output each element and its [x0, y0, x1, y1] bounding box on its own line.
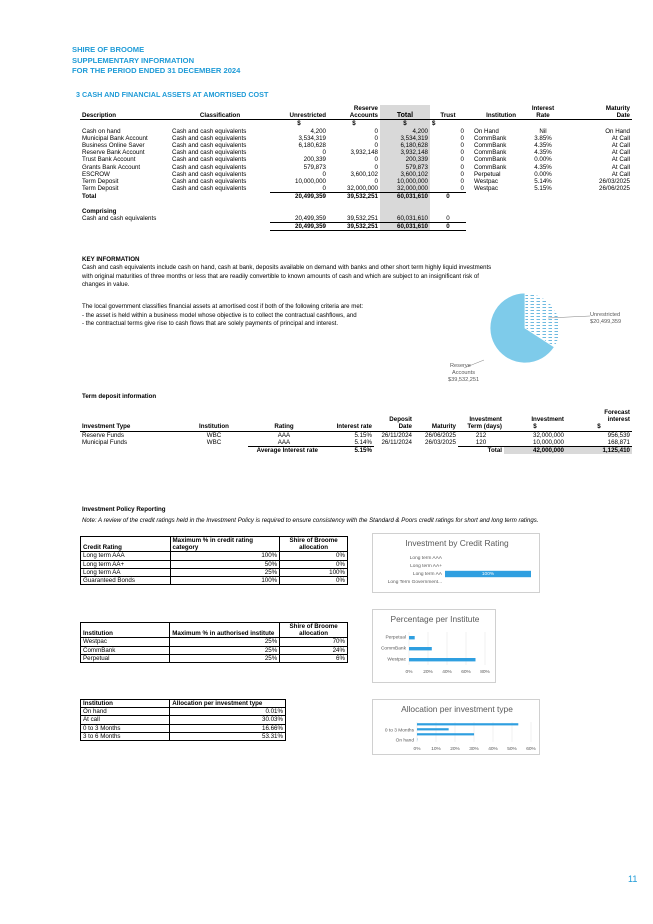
- td-col-investment-unit: $: [533, 423, 537, 431]
- policy-cell-name: Long term AA: [81, 568, 171, 576]
- policy-row: [81, 724, 286, 732]
- cash-cell-institution: CommBank: [474, 142, 507, 150]
- type-chart-bar: [417, 723, 518, 725]
- type-chart-tick-label: On hand: [395, 738, 414, 744]
- col-unrestricted: Unrestricted: [289, 112, 326, 120]
- td-col-maturity: Maturity: [431, 423, 456, 431]
- cash-cell-description: Municipal Bank Account: [82, 134, 148, 142]
- cash-cell-unrestricted: 0: [322, 170, 326, 178]
- cash-cell-maturity: At Call: [611, 170, 630, 178]
- type-chart-bar: [417, 733, 474, 735]
- cash-cell-reserve: 0: [374, 163, 378, 171]
- policy-note: Note: A review of the credit ratings held in the Investment Policy is required to ensure consistency with the Standard & Poors credit ratings for short and long term ratings.: [82, 517, 539, 524]
- cash-cell-reserve: 32,000,000: [347, 185, 378, 193]
- td-cell-institution: WBC: [206, 439, 222, 447]
- cash-row: [80, 149, 632, 156]
- policy-cell-alloc: 30.03%: [170, 716, 286, 724]
- unit-unrestricted: $: [297, 120, 301, 128]
- cash-row: [80, 164, 632, 171]
- cash-cell-trust: 0: [460, 170, 464, 178]
- cash-cell-classification: Cash and cash equivalents: [172, 127, 247, 135]
- inst-chart-bar: [409, 647, 432, 650]
- cash-row: [80, 185, 632, 193]
- cash-cell-maturity: 26/06/2025: [599, 185, 630, 193]
- policy-row: [81, 568, 348, 576]
- cash-cell-description: Grants Bank Account: [82, 163, 141, 171]
- policy-cell-name: 3 to 6 Months: [81, 732, 170, 740]
- comprising-label: Comprising: [82, 207, 117, 215]
- type-col-name: Institution: [81, 700, 170, 708]
- term-deposit-row: [80, 431, 632, 439]
- credit-chart-data-label: 100%: [481, 572, 495, 578]
- col-description: Description: [82, 112, 117, 120]
- col-maturity-top: Maturity: [605, 105, 630, 112]
- inst-chart-xtick: 60%: [461, 670, 471, 675]
- cash-cell-reserve: 0: [374, 142, 378, 150]
- key-info-line: with original maturities of three months or less that are readily convertible to known amounts of cash and which are subject to an insignificant risk of: [82, 272, 479, 280]
- policy-cell-alloc: 24%: [280, 646, 348, 654]
- cash-cell-total: 32,000,000: [380, 185, 430, 193]
- credit-chart-tick-label: Long Term Government...: [387, 580, 442, 585]
- policy-row: [81, 732, 286, 740]
- inst-chart-bar: [409, 658, 476, 661]
- policy-cell-max: 100%: [170, 577, 280, 585]
- cash-cell-description: Term Deposit: [82, 185, 119, 193]
- td-avg-value: 5.15%: [320, 447, 374, 455]
- report-subtitle: SUPPLEMENTARY INFORMATION: [72, 55, 195, 65]
- cash-cell-maturity: At Call: [611, 156, 630, 164]
- cash-cell-trust: 0: [460, 134, 464, 142]
- cash-cell-trust: 0: [460, 142, 464, 150]
- cash-cell-unrestricted: 0: [322, 185, 326, 193]
- cash-cell-maturity: 26/03/2025: [599, 178, 630, 186]
- credit-rating-table: [80, 536, 348, 585]
- col-maturity-bottom: Date: [616, 112, 630, 120]
- policy-row: [81, 708, 286, 716]
- comprising-reserve: 39,532,251: [347, 214, 378, 222]
- unit-total: $: [380, 120, 430, 128]
- cash-cell-classification: Cash and cash equivalents: [172, 156, 247, 164]
- key-info-paragraph: [82, 264, 512, 290]
- type-chart-xtick: 40%: [488, 747, 498, 752]
- credit-chart-tick-label: Long term AAA: [409, 556, 442, 561]
- cash-cell-total: 579,873: [380, 164, 430, 171]
- cash-cell-maturity: On Hand: [605, 127, 630, 135]
- td-cell-forecast: 956,539: [607, 431, 630, 439]
- col-classification: Classification: [199, 112, 241, 120]
- credit-col-max-line: Maximum % in credit rating: [172, 537, 253, 544]
- key-info-title: KEY INFORMATION: [82, 256, 140, 263]
- policy-cell-alloc: 53.31%: [170, 732, 286, 740]
- policy-cell-max: 25%: [170, 638, 280, 646]
- cash-cell-rate: 4.35%: [534, 149, 552, 157]
- cash-cell-trust: 0: [460, 149, 464, 157]
- cash-cell-classification: Cash and cash equivalents: [172, 185, 247, 193]
- policy-cell-alloc: 16.66%: [170, 724, 286, 732]
- cash-row: [80, 142, 632, 149]
- cash-cell-reserve: 0: [374, 127, 378, 135]
- cash-cell-rate: 4.35%: [534, 142, 552, 150]
- credit-chart-title: Investment by Credit Rating: [405, 538, 509, 548]
- cash-cell-total: 10,000,000: [380, 178, 430, 185]
- policy-cell-alloc: 6%: [280, 654, 348, 662]
- cash-cell-total: 4,200: [380, 128, 430, 135]
- key-info-line: Cash and cash equivalents include cash on hand, cash at bank, deposits available on demand with banks and other short term highly liquid investments: [82, 264, 492, 271]
- policy-cell-name: 0 to 3 Months: [81, 724, 170, 732]
- cash-cell-maturity: At Call: [611, 149, 630, 157]
- type-chart-title: Allocation per investment type: [401, 704, 513, 714]
- td-cell-investment: 10,000,000: [533, 438, 564, 446]
- cash-cell-classification: Cash and cash equivalents: [172, 170, 247, 178]
- td-cell-investment: 32,000,000: [533, 431, 564, 439]
- policy-row: [81, 716, 286, 724]
- inst-col-max: Maximum % in authorised institute: [170, 623, 280, 638]
- term-deposit-row: [80, 439, 632, 447]
- cash-cell-trust: 0: [460, 163, 464, 171]
- inst-chart-tick-label: Perpetual: [385, 635, 406, 641]
- td-cell-maturity: 26/06/2025: [425, 431, 456, 439]
- report-org: SHIRE OF BROOME: [72, 45, 145, 54]
- cash-cell-institution: On Hand: [474, 127, 499, 135]
- td-col-term-top: Investment: [469, 416, 502, 424]
- col-rate-bottom: Rate: [536, 112, 550, 120]
- td-col-rating: Rating: [274, 423, 294, 431]
- credit-col-alloc-line: Shire of Broome: [289, 537, 338, 544]
- inst-chart-xtick: 20%: [423, 670, 433, 675]
- cash-cell-rate: 0.00%: [534, 156, 552, 164]
- td-total-label: Total: [458, 447, 504, 455]
- cash-cell-unrestricted: 0: [322, 149, 326, 157]
- pie-value-unrestricted: $20,499,359: [590, 319, 622, 325]
- td-col-forecast-unit: $: [597, 423, 601, 431]
- td-cell-deposit: 26/11/2024: [381, 439, 412, 447]
- policy-cell-max: 25%: [170, 646, 280, 654]
- cash-cell-trust: 0: [460, 178, 464, 186]
- td-col-forecast-mid: interest: [607, 416, 630, 424]
- policy-row: [81, 560, 348, 568]
- type-col-alloc: Allocation per investment type: [170, 700, 286, 708]
- policy-title: Investment Policy Reporting: [82, 506, 166, 513]
- td-col-institution: Institution: [199, 423, 229, 431]
- cash-cell-rate: 0.00%: [534, 170, 552, 178]
- comprising-total-reserve: 39,532,251: [328, 223, 380, 231]
- page-number: 11: [628, 874, 638, 884]
- credit-col-rating: Credit Rating: [81, 537, 171, 552]
- cash-table: [80, 105, 632, 231]
- policy-cell-name: Guaranteed Bonds: [81, 577, 171, 585]
- col-reserve-top: Reserve: [353, 105, 378, 112]
- td-col-type: Investment Type: [82, 423, 131, 431]
- td-total-investment: 42,000,000: [504, 447, 566, 455]
- comprising-unrestricted: 20,499,359: [295, 214, 326, 222]
- cash-cell-unrestricted: 6,180,628: [298, 142, 326, 150]
- cash-cell-unrestricted: 200,339: [303, 156, 326, 164]
- cash-cell-institution: Perpetual: [474, 170, 501, 178]
- investment-type-chart: [372, 699, 540, 755]
- cash-cell-reserve: 3,600,102: [350, 170, 378, 178]
- td-cell-rating: AAA: [277, 431, 291, 439]
- col-rate-top: Interest: [531, 105, 555, 112]
- total-unrestricted: 20,499,359: [270, 193, 328, 201]
- td-cell-type: Reserve Funds: [82, 431, 124, 439]
- td-cell-term: 212: [475, 431, 487, 439]
- policy-cell-name: Long term AAA: [81, 552, 171, 560]
- cash-cell-institution: CommBank: [474, 134, 507, 142]
- cash-cell-trust: 0: [460, 185, 464, 193]
- unit-trust: $: [432, 120, 436, 128]
- type-chart-xtick: 30%: [469, 747, 479, 752]
- cash-cell-unrestricted: 579,873: [303, 163, 326, 171]
- cash-cell-total: 3,600,102: [380, 171, 430, 178]
- cash-row: [80, 128, 632, 135]
- td-cell-type: Municipal Funds: [82, 439, 128, 447]
- unit-reserve: $: [352, 120, 356, 128]
- credit-col-alloc-line: allocation: [299, 544, 329, 552]
- policy-cell-name: CommBank: [81, 646, 170, 654]
- cash-cell-total: 3,534,319: [380, 135, 430, 142]
- policy-cell-alloc: 0%: [280, 577, 348, 585]
- td-cell-rate: 5.15%: [354, 431, 372, 439]
- cash-cell-unrestricted: 10,000,000: [295, 178, 326, 186]
- cash-cell-description: Trust Bank Account: [82, 156, 136, 164]
- total-total: 60,031,610: [380, 193, 430, 201]
- inst-chart-bar: [409, 636, 415, 639]
- cash-row: [80, 171, 632, 178]
- policy-cell-max: 25%: [170, 568, 280, 576]
- td-cell-institution: WBC: [206, 431, 222, 439]
- inst-chart-xtick: 0%: [405, 670, 413, 675]
- comprising-total-unrestricted: 20,499,359: [270, 223, 328, 231]
- td-col-forecast-top: Forecast: [604, 409, 630, 416]
- cash-cell-rate: 3.85%: [534, 134, 552, 142]
- pie-label-reserve: Reserve: [450, 363, 471, 369]
- section-title: 3 CASH AND FINANCIAL ASSETS AT AMORTISED COST: [76, 90, 269, 99]
- key-info-line: - the asset is held within a business model whose objective is to collect the contractual cashflows, and: [82, 311, 357, 319]
- cash-cell-institution: Westpac: [474, 178, 498, 186]
- inst-col-alloc-line: Shire of Broome: [289, 623, 338, 630]
- col-total: Total: [380, 112, 430, 120]
- inst-col-alloc: [280, 623, 348, 638]
- policy-cell-name: Perpetual: [81, 654, 170, 662]
- inst-chart-tick-label: CommBank: [380, 646, 406, 652]
- comprising-row-label: Cash and cash equivalents: [82, 215, 157, 223]
- cash-cell-classification: Cash and cash equivalents: [172, 178, 247, 186]
- cash-cell-maturity: At Call: [611, 134, 630, 142]
- policy-cell-alloc: 0%: [280, 560, 348, 568]
- total-reserve: 39,532,251: [328, 193, 380, 201]
- td-cell-rating: AAA: [277, 438, 291, 446]
- policy-row: [81, 552, 348, 560]
- term-deposit-title: Term deposit information: [82, 393, 157, 400]
- cash-cell-institution: CommBank: [474, 156, 507, 164]
- total-trust: 0: [430, 193, 466, 201]
- investment-type-table: [80, 699, 286, 741]
- cash-cell-total: 3,932,148: [380, 149, 430, 156]
- td-cell-deposit: 26/11/2024: [381, 431, 412, 439]
- comprising-total-trust: 0: [430, 223, 466, 231]
- cash-cell-reserve: 3,932,148: [350, 149, 378, 157]
- cash-cell-rate: 4.35%: [534, 163, 552, 171]
- td-cell-rate: 5.14%: [354, 438, 372, 446]
- cash-cell-maturity: At Call: [611, 163, 630, 171]
- policy-cell-alloc: 70%: [280, 638, 348, 646]
- td-col-deposit-bottom: Date: [398, 423, 412, 431]
- policy-row: [81, 638, 348, 646]
- institution-table: [80, 622, 348, 663]
- policy-cell-name: On hand: [81, 708, 170, 716]
- credit-col-max: [170, 537, 280, 552]
- policy-cell-name: Long term AA+: [81, 560, 171, 568]
- cash-cell-unrestricted: 4,200: [310, 127, 326, 135]
- cash-cell-trust: 0: [460, 127, 464, 135]
- institute-chart-title: Percentage per Institute: [390, 614, 480, 624]
- type-chart-xtick: 10%: [431, 747, 441, 752]
- type-chart-tick-label: 0 to 3 Months: [384, 728, 414, 734]
- credit-col-alloc: [280, 537, 348, 552]
- type-chart-xtick: 50%: [507, 747, 517, 752]
- credit-chart-tick-label: Long term AA+: [410, 564, 442, 569]
- td-col-deposit-top: Deposit: [389, 416, 412, 424]
- type-chart-xtick: 60%: [526, 747, 536, 752]
- cash-cell-rate: Nil: [539, 127, 547, 135]
- cash-cell-classification: Cash and cash equivalents: [172, 134, 247, 142]
- col-reserve-bottom: Accounts: [349, 112, 378, 120]
- inst-chart-xtick: 40%: [442, 670, 452, 675]
- credit-chart-tick-label: Long term AA: [412, 572, 442, 577]
- cash-cell-description: Reserve Bank Account: [82, 149, 145, 157]
- cash-row: [80, 135, 632, 142]
- cash-row: [80, 178, 632, 185]
- policy-cell-max: 100%: [170, 552, 280, 560]
- total-label: Total: [82, 193, 97, 201]
- policy-row: [81, 646, 348, 654]
- cash-cell-institution: CommBank: [474, 163, 507, 171]
- key-info-line: changes in value.: [82, 281, 130, 289]
- inst-chart-xtick: 80%: [480, 670, 490, 675]
- td-cell-term: 120: [475, 438, 487, 446]
- cash-cell-description: Cash on hand: [82, 127, 121, 135]
- institute-chart: [372, 609, 496, 683]
- comprising-total: 60,031,610: [380, 215, 430, 223]
- inst-col-name: Institution: [81, 623, 170, 638]
- col-institution: Institution: [486, 112, 516, 120]
- cash-cell-total: 6,180,628: [380, 142, 430, 149]
- td-cell-forecast: 168,871: [607, 438, 630, 446]
- td-col-investment: Investment: [531, 416, 564, 424]
- td-col-rate: Interest rate: [336, 423, 372, 431]
- comprising-total-total: 60,031,610: [380, 223, 430, 231]
- inst-chart-tick-label: Westpac: [387, 657, 406, 663]
- cash-cell-reserve: 0: [374, 156, 378, 164]
- cash-row: [80, 156, 632, 163]
- type-chart-xtick: 20%: [450, 747, 460, 752]
- inst-col-alloc-line: allocation: [299, 630, 329, 638]
- cash-cell-rate: 5.14%: [534, 178, 552, 186]
- cash-cell-classification: Cash and cash equivalents: [172, 142, 247, 150]
- cash-cell-classification: Cash and cash equivalents: [172, 149, 247, 157]
- pie-label-unrestricted: Unrestricted: [590, 312, 621, 318]
- cash-cell-total: 200,339: [380, 156, 430, 163]
- cash-cell-description: Business Online Saver: [82, 142, 145, 150]
- td-total-forecast: 1,125,410: [566, 447, 632, 455]
- report-period: FOR THE PERIOD ENDED 31 DECEMBER 2024: [72, 66, 241, 75]
- policy-row: [81, 577, 348, 585]
- term-deposit-table: [80, 409, 632, 454]
- cash-cell-description: Term Deposit: [82, 178, 119, 186]
- policy-cell-alloc: 0.01%: [170, 708, 286, 716]
- cash-cell-rate: 5.15%: [534, 185, 552, 193]
- type-chart-bar: [417, 728, 449, 730]
- cash-cell-institution: Westpac: [474, 185, 498, 193]
- cash-cell-trust: 0: [460, 156, 464, 164]
- credit-rating-chart: [372, 533, 540, 593]
- key-info-line: The local government classifies financial assets at amortised cost if both of the following criteria are met:: [82, 303, 364, 310]
- cash-cell-reserve: 0: [374, 134, 378, 142]
- cash-cell-description: ESCROW: [82, 170, 110, 178]
- policy-cell-name: At call: [81, 716, 170, 724]
- policy-cell-alloc: 100%: [280, 568, 348, 576]
- policy-cell-max: 50%: [170, 560, 280, 568]
- type-chart-xtick: 0%: [413, 747, 421, 752]
- td-cell-maturity: 26/03/2025: [425, 439, 456, 447]
- policy-row: [81, 654, 348, 662]
- col-trust: Trust: [440, 112, 456, 120]
- td-avg-label: Average Interest rate: [248, 447, 320, 455]
- cash-cell-unrestricted: 3,534,319: [298, 134, 326, 142]
- pie-label-reserve-2: Accounts: [452, 370, 476, 376]
- comprising-trust: 0: [446, 214, 450, 222]
- cash-pie-chart: [440, 288, 640, 390]
- cash-cell-reserve: 0: [374, 178, 378, 186]
- policy-cell-alloc: 0%: [280, 552, 348, 560]
- policy-cell-max: 25%: [170, 654, 280, 662]
- key-info-line: - the contractual terms give rise to cash flows that are solely payments of principal and interest.: [82, 320, 339, 328]
- cash-cell-classification: Cash and cash equivalents: [172, 163, 247, 171]
- td-col-term-bottom: Term (days): [467, 423, 502, 431]
- credit-col-max-line: category: [172, 544, 199, 552]
- cash-cell-institution: CommBank: [474, 149, 507, 157]
- policy-cell-name: Westpac: [81, 638, 170, 646]
- pie-value-reserve: $39,532,251: [448, 377, 480, 383]
- cash-cell-maturity: At Call: [611, 142, 630, 150]
